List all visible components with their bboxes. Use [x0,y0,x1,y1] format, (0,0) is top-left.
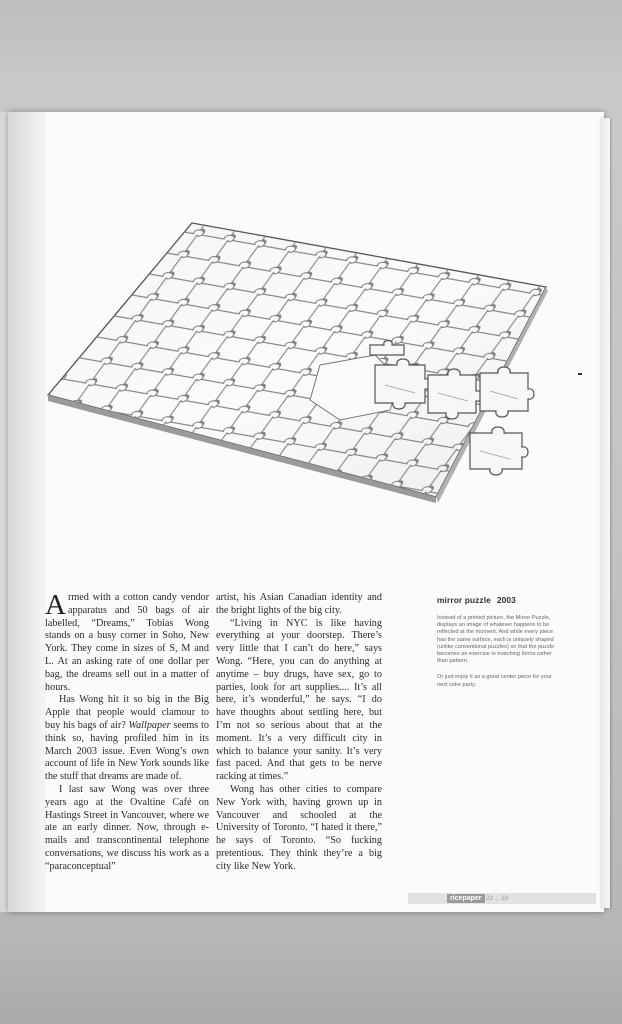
page-separator: | [496,895,498,902]
page-number-right: 23 [500,895,509,902]
article-paragraph: Has Wong hit it so big in the Big Apple that people would clamour to buy his bags of air? [45,694,209,731]
article-paragraph: I last saw Wong was over three years ago at the Ovaltine Café on Hastings Street in Vancouver, where we ate an early dinner. Now, through e-mails and transcontinental telephone conversations, we discuss his work as a “paraconceptual” [45,783,209,872]
drop-cap: A [45,589,66,621]
page-numbers [486,894,508,903]
page-number-left: 22 [486,895,494,902]
caption-text: Or just enjoy it as a great center piece for your next coke party. [437,674,552,688]
mirror-puzzle-photo [40,205,560,525]
caption-title [437,595,557,605]
article-paragraph: artist, his Asian Canadian identity and the bright lights of the big city. [216,592,382,616]
caption-text: Instead of a printed picture, the Mirror Puzzle, displays an image of whatever happens to be reflected at the moment. And while every piece has the same surface, each is uniquely shaped (unlike conventional puzzles) so that the puzzle becomes an exercise in matching forms rather than pattern. [437,615,555,665]
article-paragraph: “Living in NYC is like having everything at your doorstep. There’s very little that I can’t do here,” says Wong. “Here, you can do anything at anytime – buy drugs, have sex, go to parties, look for art supplies.... It’s all here, it’s wonderful,” he says. “I do have thoughts about settling here, but I’m not so serious about that at the moment. It’s a very difficult city in which to balance your sanity. It’s very fast paced. And that gets to be nerve racking at times.” [216,617,382,783]
article-paragraph: Wong has other cities to compare New York with, having grown up in Vancouver and schooled at the University of Toronto. “I hated it there,” he says of Toronto. “So fucking pretentious. They think they’re a big city like New York. [216,783,382,872]
caption-title-text: mirror puzzle [437,595,491,605]
article-column-2 [216,592,382,874]
page-edge-strip [600,118,610,908]
caption-year: 2003 [496,595,516,605]
article-paragraph: rmed with a cotton candy vendor apparatus and 50 bags of air labelled, “Dreams,” Tobias Wong stands on a busy corner in Soho, New York. They come in sizes of S, M and L. At an asking rate of one dollar per bag, the dreams sell out in a matter of hours. [45,592,209,693]
article-column-1 [45,589,209,874]
magazine-logo: ricepaper [447,894,485,903]
article-paragraph: seems to think so, having profiled him in its March 2003 issue. Even Wong’s own account of life in New York sounds like the stuff that dreams are made of. [45,719,209,783]
magazine-title-italic: Wallpaper [128,719,171,731]
margin-mark [578,373,582,375]
caption-sidebar [437,595,557,698]
